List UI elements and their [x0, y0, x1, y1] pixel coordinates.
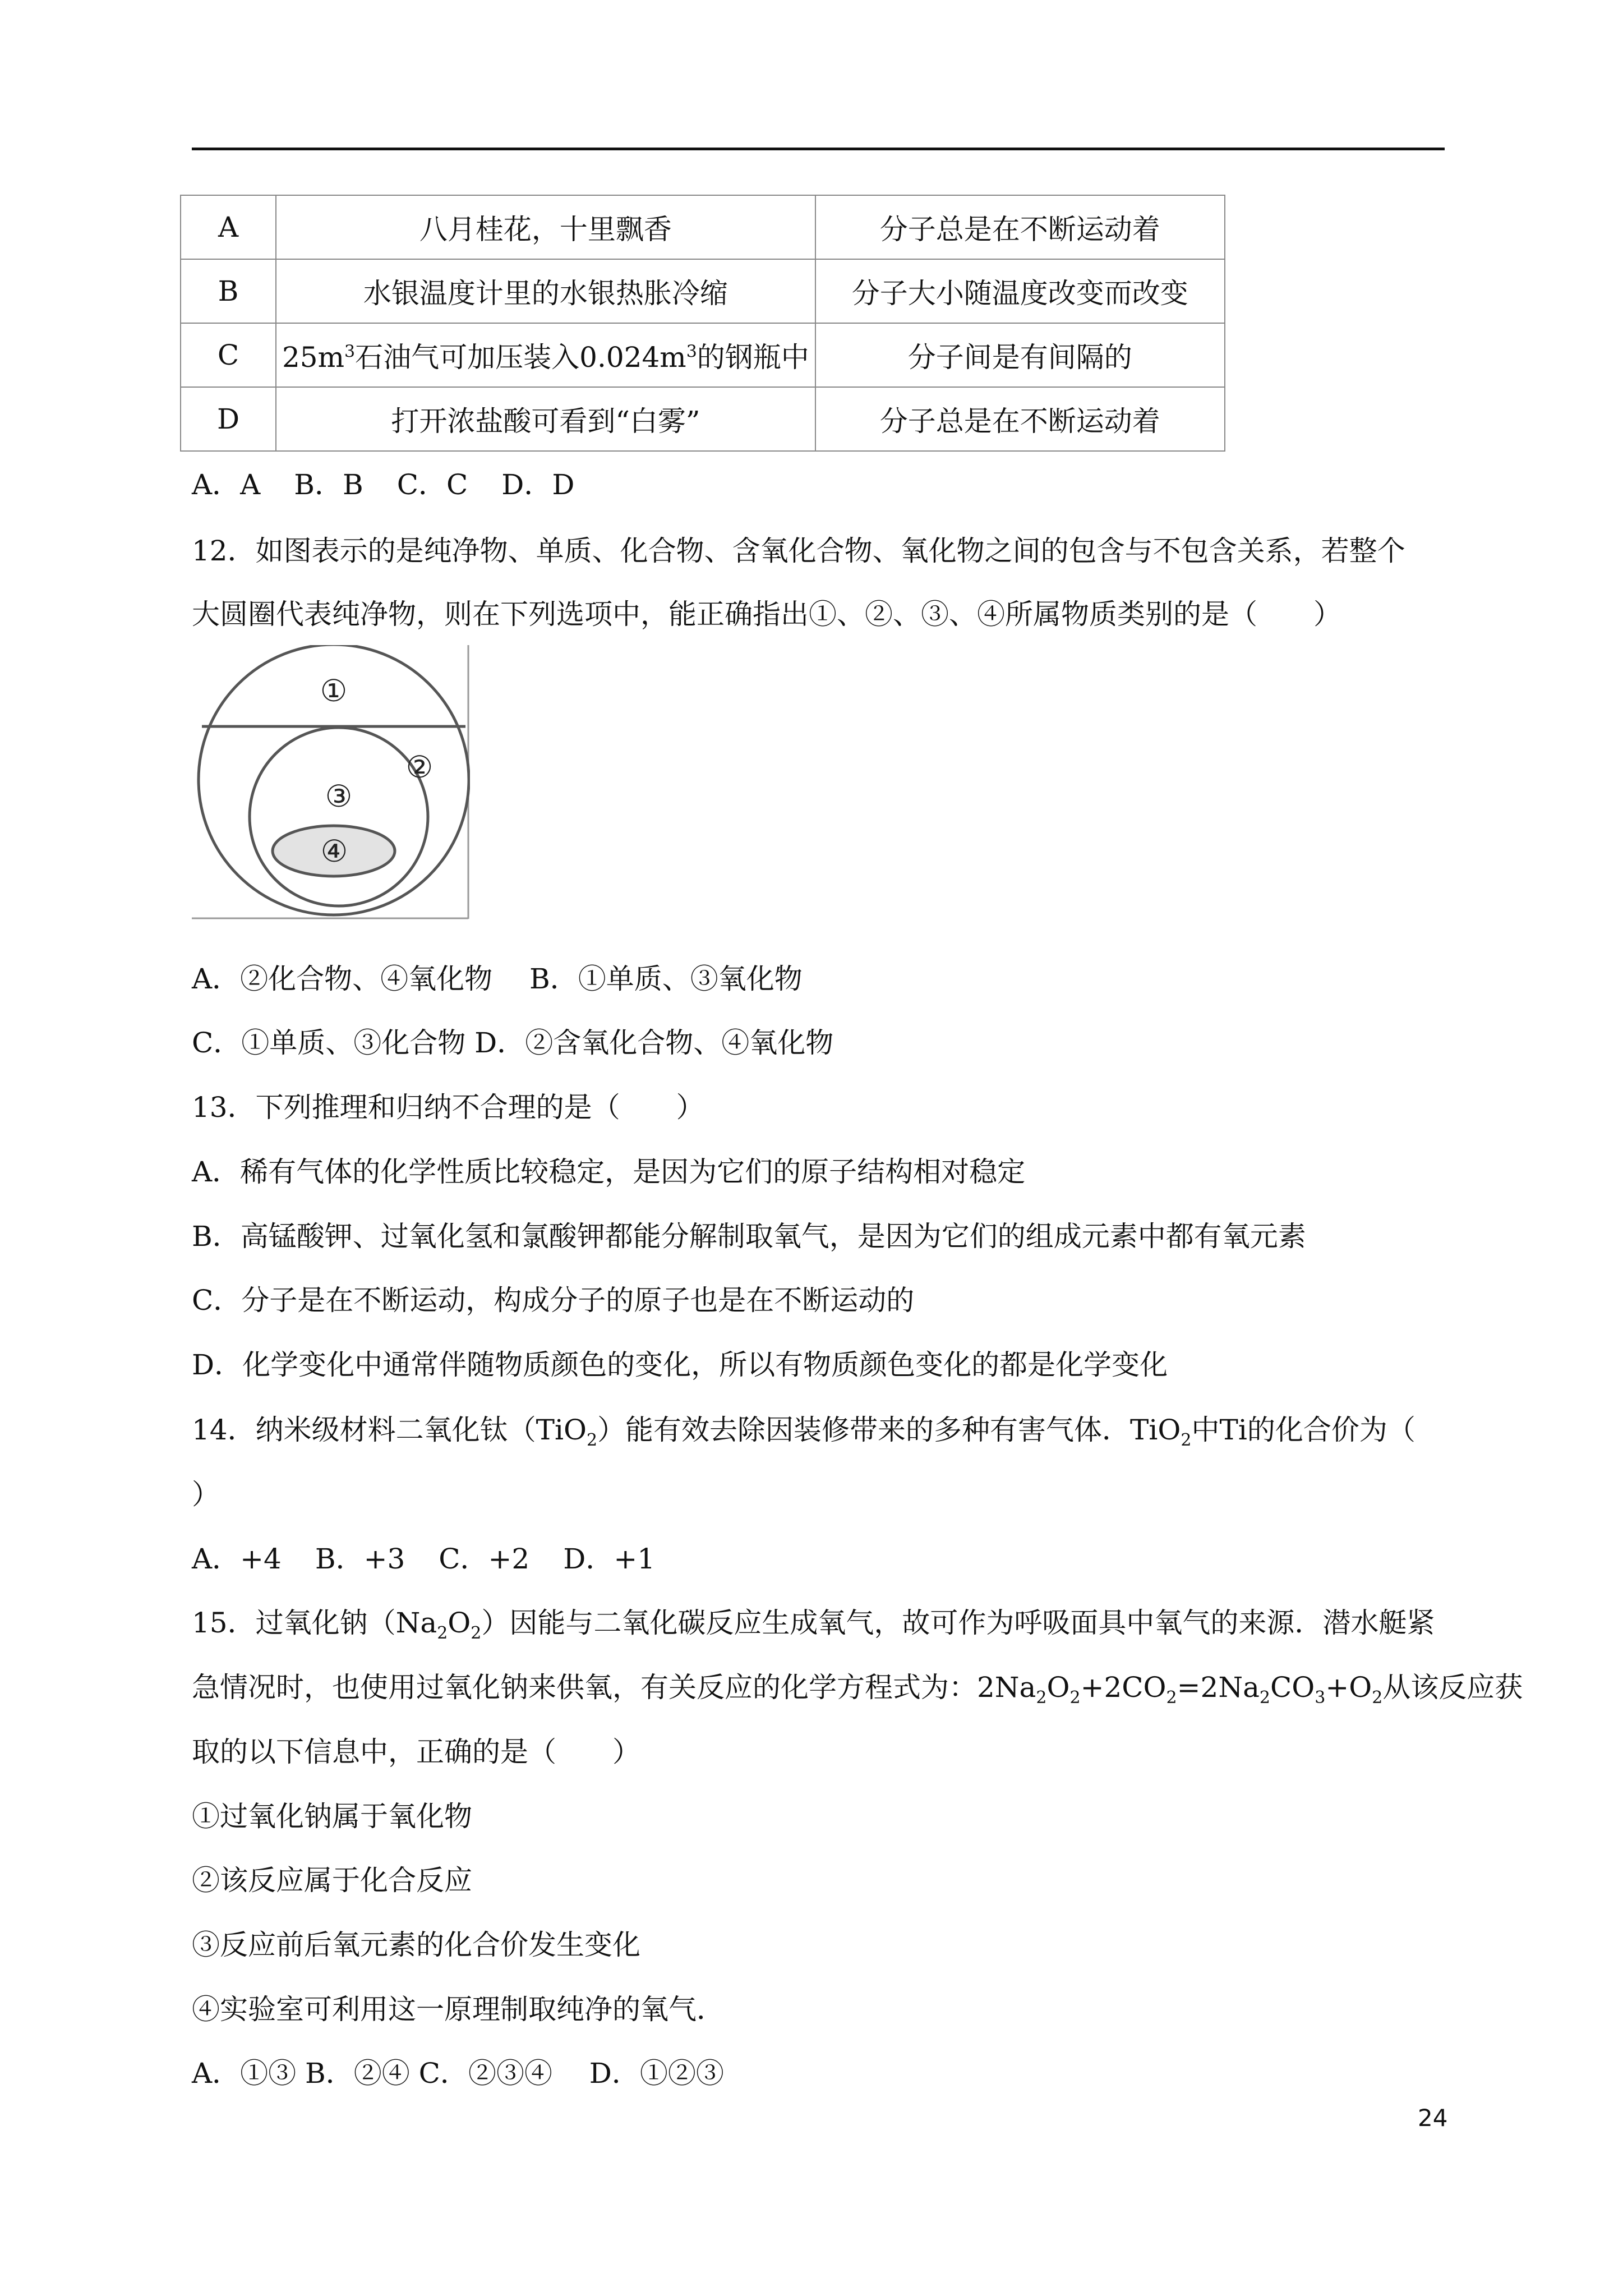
table-row — [181, 195, 1225, 259]
q13-stem: 13．下列推理和归纳不合理的是（ ） — [192, 1091, 704, 1124]
q12-stem-line2: 大圆圈代表纯净物，则在下列选项中，能正确指出①、②、③、④所属物质类别的是（ ） — [192, 598, 1341, 631]
q15-answer-choices: A．①③ B．②④ C．②③④ D．①②③ — [192, 2057, 724, 2090]
options-table — [180, 195, 1225, 452]
row-explanation: 分子间是有间隔的 — [815, 323, 1225, 387]
row-letter: C — [181, 323, 276, 387]
q15-stem-line3: 取的以下信息中，正确的是（ ） — [192, 1736, 640, 1768]
label-3: ③ — [325, 779, 353, 814]
row-phenomenon: 打开浓盐酸可看到“白雾” — [276, 387, 815, 451]
label-4: ④ — [320, 834, 348, 869]
q15-item-3: ③反应前后氧元素的化合价发生变化 — [192, 1929, 640, 1961]
q14-answer-choices: A．+4 B．+3 C．+2 D．+1 — [192, 1543, 656, 1575]
table-row — [181, 323, 1225, 387]
q11-answer-choices: A．A B．B C．C D．D — [192, 468, 575, 501]
q14-stem: 14．纳米级材料二氧化钛（TiO$_2$）能有效去除因装修带来的多种有害气体．TiO$_2$中Ti的化合价为（ — [192, 1414, 1415, 1450]
row-phenomenon: $25m^3$石油气可加压装入$0.024m^3$的钢瓶中 — [276, 323, 815, 387]
row-explanation: 分子总是在不断运动着 — [815, 195, 1225, 259]
q13-option-b: B．高锰酸钾、过氧化氢和氯酸钾都能分解制取氧气，是因为它们的组成元素中都有氧元素 — [192, 1220, 1306, 1253]
table-row — [181, 387, 1225, 451]
row-phenomenon: 水银温度计里的水银热胀冷缩 — [276, 259, 815, 323]
middle-circle — [250, 728, 428, 906]
q12-options-cd: C．①单质、③化合物 D．②含氧化合物、④氧化物 — [192, 1027, 834, 1059]
row-letter: D — [181, 387, 276, 451]
q15-stem-line1: 15．过氧化钠$(Na_2O_2)$因能与二氧化碳反应生成氧气，故可作为呼吸面具中氧气的来源．潜水艇紧 — [192, 1607, 1435, 1643]
row-letter: A — [181, 195, 276, 259]
label-2: ② — [405, 749, 434, 785]
row-letter: B — [181, 259, 276, 323]
q14-stem-line2: ） — [192, 1478, 220, 1511]
q15-item-4: ④实验室可利用这一原理制取纯净的氧气． — [192, 1993, 725, 2026]
header-rule — [192, 148, 1445, 150]
row-explanation: 分子大小随温度改变而改变 — [815, 259, 1225, 323]
q13-option-c: C．分子是在不断运动，构成分子的原子也是在不断运动的 — [192, 1284, 915, 1317]
q15-stem-line2: 急情况时，也使用过氧化钠来供氧，有关反应的化学方程式为：$2Na_2O_2+2CO_2=2Na_2CO_3+O_2$从该反应获 — [192, 1671, 1523, 1708]
label-1: ① — [320, 673, 348, 708]
table-row — [181, 259, 1225, 323]
q15-item-1: ①过氧化钠属于氧化物 — [192, 1800, 472, 1833]
classification-circle-diagram — [192, 645, 470, 920]
page-number: 24 — [1418, 2104, 1448, 2132]
q15-item-2: ②该反应属于化合反应 — [192, 1864, 472, 1897]
q12-stem-line1: 12．如图表示的是纯净物、单质、化合物、含氧化合物、氧化物之间的包含与不包含关系，若整个 — [192, 535, 1405, 567]
q12-options-ab: A．②化合物、④氧化物 B．①单质、③氧化物 — [192, 963, 803, 995]
row-explanation: 分子总是在不断运动着 — [815, 387, 1225, 451]
q13-option-d: D．化学变化中通常伴随物质颜色的变化，所以有物质颜色变化的都是化学变化 — [192, 1349, 1168, 1381]
row-phenomenon: 八月桂花，十里飘香 — [276, 195, 815, 259]
q13-option-a: A．稀有气体的化学性质比较稳定，是因为它们的原子结构相对稳定 — [192, 1156, 1026, 1188]
